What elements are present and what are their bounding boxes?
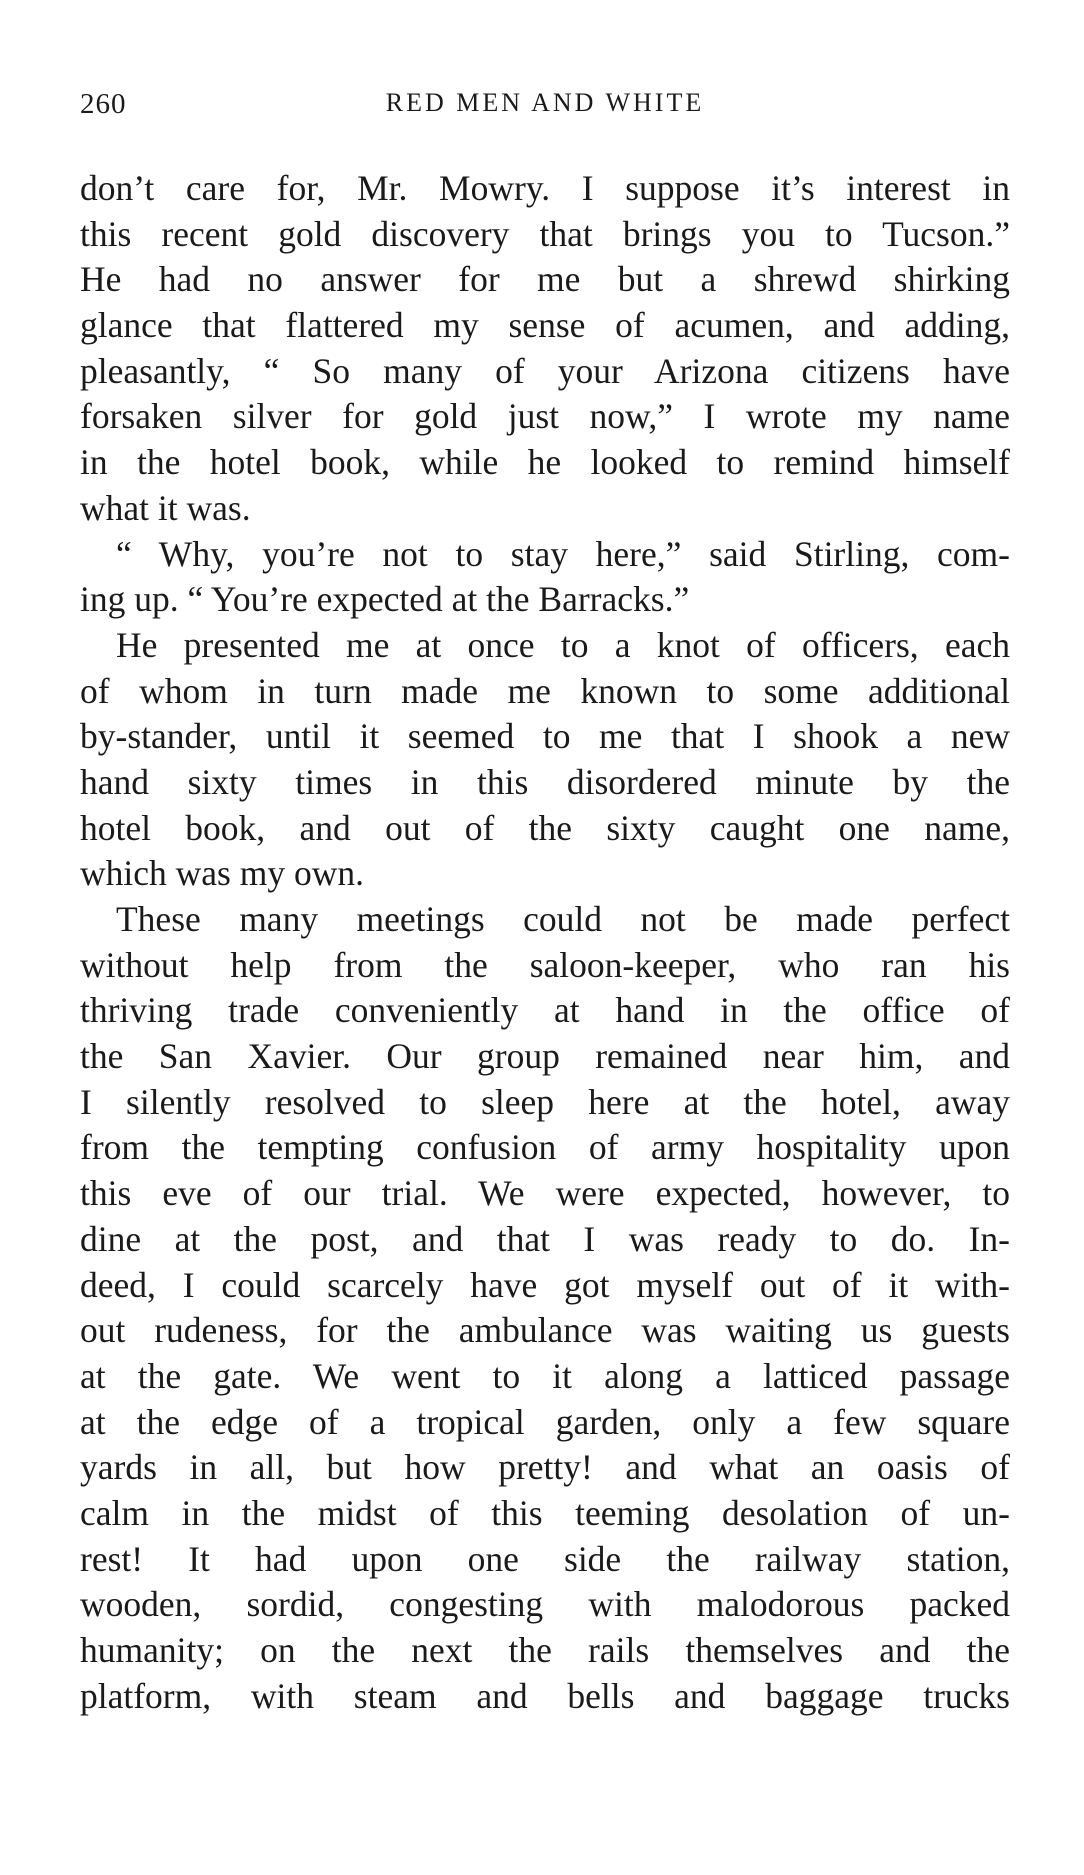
text-line: He presented me at once to a knot of officers, each	[116, 624, 1010, 665]
text-line: calm in the midst of this teeming desolation of un-	[80, 1492, 1010, 1533]
text-line: glance that flattered my sense of acumen, and adding,	[80, 305, 1010, 346]
text-line: from the tempting confusion of army hospitality upon	[80, 1127, 1010, 1168]
text-line: don’t care for, Mr. Mowry. I suppose it’s interest in	[80, 168, 1010, 208]
text-line: this recent gold discovery that brings you to Tucson.”	[80, 213, 1010, 254]
text-line: by-stander, until it seemed to me that I shook a new	[80, 716, 1010, 757]
text-line: humanity; on the next the rails themselves and the	[80, 1630, 1010, 1670]
text-line: ing up. “ You’re expected at the Barracks.”	[80, 579, 690, 620]
text-line: without help from the saloon-keeper, who ran his	[80, 944, 1010, 985]
text-line: at the edge of a tropical garden, only a few square	[80, 1401, 1010, 1442]
page-header	[80, 88, 1010, 128]
text-line: hotel book, and out of the sixty caught one name,	[80, 807, 1010, 848]
text-line: platform, with steam and bells and baggage trucks	[80, 1675, 1010, 1716]
text-line: I silently resolved to sleep here at the hotel, away	[80, 1081, 1010, 1122]
page-number: 260	[80, 88, 127, 120]
text-line: out rudeness, for the ambulance was waiting us guests	[80, 1310, 1010, 1351]
running-title: RED MEN AND WHITE	[385, 88, 705, 117]
text-line: deed, I could scarcely have got myself out of it with-	[80, 1264, 1010, 1305]
text-line: in the hotel book, while he looked to remind himself	[80, 442, 1010, 483]
text-line: forsaken silver for gold just now,” I wrote my name	[80, 396, 1010, 437]
text-line: wooden, sordid, congesting with malodorous packed	[80, 1584, 1010, 1625]
body-text	[80, 166, 1010, 1719]
text-line: hand sixty times in this disordered minute by the	[80, 761, 1010, 802]
text-line: at the gate. We went to it along a latticed passage	[80, 1355, 1010, 1396]
text-line: thriving trade conveniently at hand in the office of	[80, 990, 1010, 1031]
text-line: “ Why, you’re not to stay here,” said Stirling, com-	[116, 533, 1010, 574]
text-line: which was my own.	[80, 853, 364, 894]
text-line: of whom in turn made me known to some additional	[80, 670, 1010, 711]
text-line: dine at the post, and that I was ready to do. In-	[80, 1218, 1010, 1259]
text-line: what it was.	[80, 487, 251, 528]
text-line: These many meetings could not be made perfect	[116, 899, 1010, 939]
text-line: rest! It had upon one side the railway station,	[80, 1538, 1010, 1579]
text-line: this eve of our trial. We were expected, however, to	[80, 1173, 1010, 1214]
text-line: yards in all, but how pretty! and what an oasis of	[80, 1447, 1010, 1488]
text-line: pleasantly, “ So many of your Arizona citizens have	[80, 350, 1010, 391]
text-line: He had no answer for me but a shrewd shirking	[80, 259, 1010, 300]
text-line: the San Xavier. Our group remained near him, and	[80, 1036, 1010, 1077]
